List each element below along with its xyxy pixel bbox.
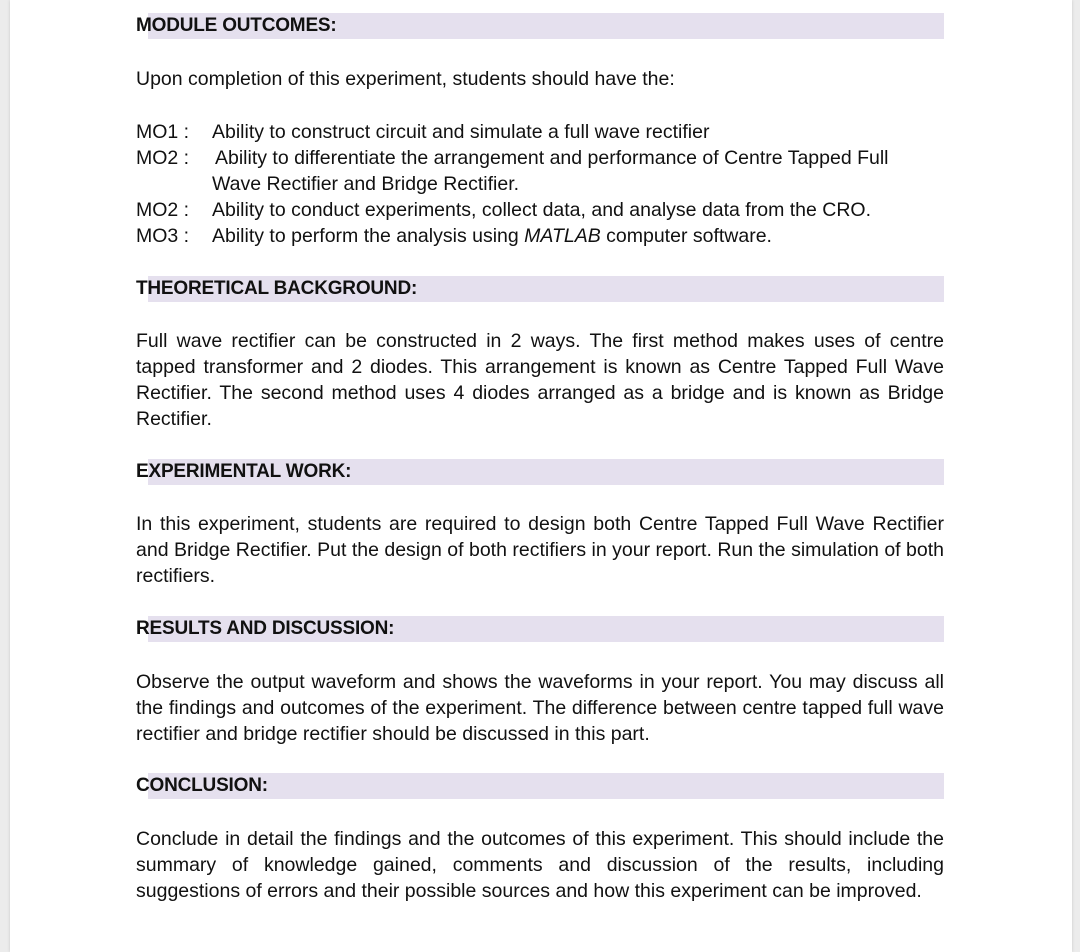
- theoretical-background-paragraph: Full wave rectifier can be constructed in 2 ways. The first method makes uses of centre tapped transformer and 2 diodes. This arrangement is known as Centre Tapped Full Wave Rectifier. The second method uses 4 diodes arranged as a bridge and is known as Bridge Rectifier.: [136, 330, 944, 430]
- results-and-discussion-paragraph: Observe the output waveform and shows the waveforms in your report. You may discuss all the findings and outcomes of the experiment. The difference between centre tapped full wave rectifier and bridge rectifier should be discussed in this part.: [136, 671, 944, 745]
- heading-conclusion: CONCLUSION:: [136, 775, 268, 796]
- outcome-text: Ability to construct circuit and simulate a full wave rectifier: [212, 121, 710, 143]
- outcome-text: Ability to conduct experiments, collect data, and analyse data from the CRO.: [212, 199, 872, 221]
- outcome-text-part: Ability to perform the analysis using: [212, 225, 525, 247]
- heading-module-outcomes: MODULE OUTCOMES:: [136, 15, 337, 36]
- outcome-code: MO3 :: [136, 225, 190, 247]
- conclusion-paragraph: Conclude in detail the findings and the outcomes of this experiment. This should include the summary of knowledge gained, comments and discussion of the results, including suggestions of errors and their possible sources and how this experiment can be improved.: [136, 828, 944, 902]
- outcome-code: MO2 :: [136, 199, 190, 221]
- outcome-text: [212, 223, 942, 249]
- heading-theoretical-background: THEORETICAL BACKGROUND:: [136, 278, 418, 299]
- module-outcomes-intro: Upon completion of this experiment, students should have the:: [136, 68, 675, 90]
- outcome-text-part: computer software.: [600, 225, 772, 247]
- heading-experimental-work: EXPERIMENTAL WORK:: [136, 461, 352, 482]
- outcome-code: MO2 :: [136, 147, 190, 169]
- outcome-code: MO1 :: [136, 121, 190, 143]
- experimental-work-paragraph: In this experiment, students are required to design both Centre Tapped Full Wave Rectifier and Bridge Rectifier. Put the design of both rectifiers in your report. Run the simulation of both rectifiers.: [136, 513, 944, 587]
- heading-results-and-discussion: RESULTS AND DISCUSSION:: [136, 618, 395, 639]
- matlab-italic: MATLAB: [524, 225, 601, 247]
- outcome-text: Ability to differentiate the arrangement and performance of Centre Tapped Full Wave Rectifier and Bridge Rectifier.: [212, 147, 889, 195]
